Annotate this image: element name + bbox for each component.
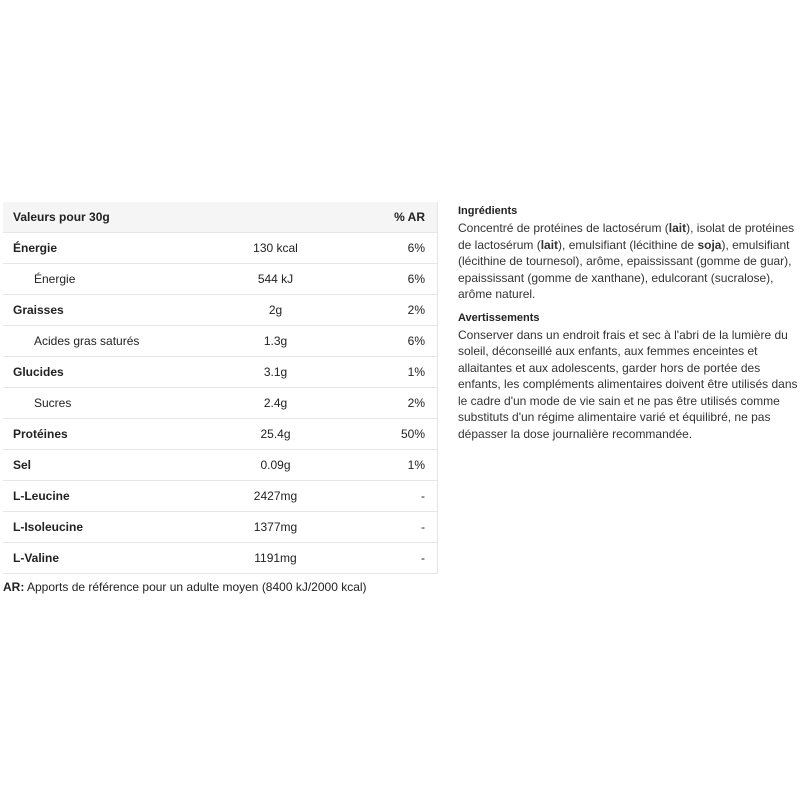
warnings-text: Conserver dans un endroit frais et sec à l'abri de la lumière du soleil, déconseillé aux enfants, aux femmes enceintes et allaitantes et aux adolescents, garder hors de portée des enfants, les compléments alimentaires doivent être utilisés dans le cadre d'un mode de vie sain et ne pas être utilisés comme substituts d'un régime alimentaire varié et équilibré, ne pas dépasser la dose journalière recommandée. (458, 327, 798, 441)
nutrient-name: L-Isoleucine (3, 512, 224, 543)
nutrient-value: 130 kcal (224, 233, 327, 264)
nutrient-value: 25.4g (224, 419, 327, 450)
ingredients-text (458, 220, 798, 303)
note-text: Apports de référence pour un adulte moyen (8400 kJ/2000 kcal) (24, 580, 367, 594)
nutrient-name: Énergie (3, 264, 224, 295)
note-label: AR: (3, 580, 25, 594)
nutrient-value: 3.1g (224, 357, 327, 388)
nutrient-value: 2.4g (224, 388, 327, 419)
nutrient-ar: 6% (327, 326, 438, 357)
ingredient-fragment: ), isolat de protéines de lactosérum ( (458, 221, 795, 252)
nutrient-name: Protéines (3, 419, 224, 450)
table-row (3, 543, 438, 574)
table-row (3, 388, 438, 419)
nutrient-value: 1.3g (224, 326, 327, 357)
nutrient-ar: 50% (327, 419, 438, 450)
table-row (3, 512, 438, 543)
nutrient-name: Acides gras saturés (3, 326, 224, 357)
table-row (3, 326, 438, 357)
ingredient-fragment: ), emulsifiant (lécithine de (558, 237, 698, 252)
nutrition-table (3, 202, 438, 574)
nutrient-ar: - (327, 481, 438, 512)
table-row (3, 419, 438, 450)
nutrient-name: L-Leucine (3, 481, 224, 512)
nutrient-value: 2g (224, 295, 327, 326)
nutrient-ar: 6% (327, 264, 438, 295)
ingredients-title: Ingrédients (458, 205, 518, 217)
nutrient-value: 544 kJ (224, 264, 327, 295)
product-info (458, 203, 798, 449)
nutrient-name: Glucides (3, 357, 224, 388)
header-value (224, 202, 327, 233)
table-row (3, 357, 438, 388)
nutrient-name: Sel (3, 450, 224, 481)
nutrient-ar: 6% (327, 233, 438, 264)
nutrient-ar: - (327, 512, 438, 543)
nutrition-header-row (3, 202, 438, 233)
allergen-soy: soja (697, 237, 722, 252)
header-name: Valeurs pour 30g (3, 202, 224, 233)
warnings-title: Avertissements (458, 311, 540, 324)
nutrient-name: Sucres (3, 388, 224, 419)
allergen-milk: lait (668, 221, 687, 235)
nutrient-ar: - (327, 543, 438, 574)
header-ar: % AR (327, 202, 438, 233)
reference-intake-note (3, 580, 367, 594)
allergen-milk: lait (540, 237, 559, 252)
ingredient-fragment: Concentré de protéines de lactosérum ( (458, 221, 669, 235)
nutrient-name: L-Valine (3, 543, 224, 574)
table-row (3, 295, 438, 326)
nutrient-value: 0.09g (224, 450, 327, 481)
nutrient-value: 1377mg (224, 512, 327, 543)
nutrient-value: 2427mg (224, 481, 327, 512)
table-row (3, 450, 438, 481)
ingredient-fragment: ), emulsifiant (lécithine de tournesol), arôme, epaississant (gomme de guar), epaississant (gomme de xanthane), edulcorant (sucralose), arôme naturel. (458, 237, 792, 301)
nutrient-value: 1191mg (224, 543, 327, 574)
nutrient-name: Énergie (3, 233, 224, 264)
nutrient-ar: 2% (327, 295, 438, 326)
nutrient-ar: 1% (327, 357, 438, 388)
table-row (3, 233, 438, 264)
nutrient-name: Graisses (3, 295, 224, 326)
nutrient-ar: 1% (327, 450, 438, 481)
table-row (3, 481, 438, 512)
nutrient-ar: 2% (327, 388, 438, 419)
table-row (3, 264, 438, 295)
